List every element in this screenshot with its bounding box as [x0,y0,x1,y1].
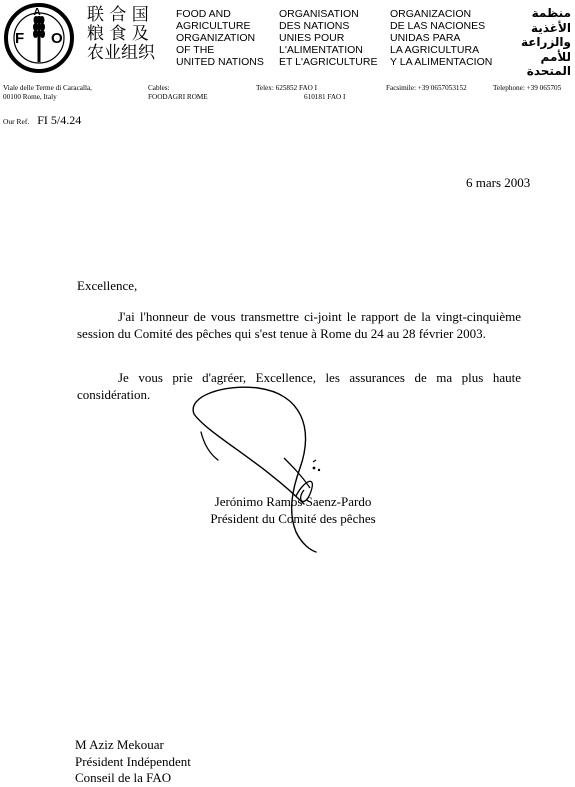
spanish-line: UNIDAS PARA [390,32,461,44]
handwritten-signature [192,384,352,554]
reference-line [3,111,81,129]
body-paragraph-1: J'ai l'honneur de vous transmettre ci-joint le rapport de la vingt-cinquième session du Comité des pêches qui s'est tenue à Rome du 24 au 28 février 2003. [77,309,521,341]
arabic-line: منظمة [531,6,571,20]
arabic-line: والزراعة [520,35,571,49]
french-line: UNIES POUR [279,32,345,44]
chinese-line: 联 合 国 [87,5,149,25]
signatory-title: Président du Comité des pêches [210,510,376,526]
telex-line: Telex: 625852 FAO I [256,84,318,92]
signatory-block [190,494,396,527]
wheat-ear-icon [33,16,45,62]
french-line: ORGANISATION [279,8,359,20]
facsimile-text: Facsimile: +39 0657053152 [386,84,467,92]
salutation: Excellence, [77,278,138,293]
cables-value: FOODAGRI ROME [148,93,208,101]
recipient-block [75,737,191,787]
recipient-name: M Aziz Mekouar [75,737,164,752]
body-paragraph-2: Je vous prie d'agréer, Excellence, les assurances de ma plus haute considération. [77,370,521,402]
org-name-arabic [501,6,571,79]
reference-value: FI 5/4.24 [37,113,82,127]
spanish-line: DE LAS NACIONES [390,20,486,32]
french-line: ET L'AGRICULTURE [279,56,378,68]
telephone-text: Telephone: +39 065705 [493,84,562,92]
english-line: UNITED NATIONS [176,56,264,68]
address-line: 00100 Rome, Italy [3,93,57,101]
svg-text:O: O [51,30,63,47]
org-name-spanish [390,8,492,68]
arabic-line: الأغذية [531,20,571,35]
telex-line: 610181 FAO I [304,93,346,101]
english-line: AGRICULTURE [176,20,251,32]
address-line: Viale delle Terme di Caracalla, [3,84,92,92]
org-name-chinese [87,6,155,63]
chinese-line: 粮 食 及 [87,24,149,44]
fao-emblem-logo [3,2,75,74]
recipient-organization: Conseil de la FAO [75,770,172,785]
letter-date: 6 mars 2003 [466,175,531,190]
french-line: L'ALIMENTATION [279,44,363,56]
address-block [3,84,92,102]
spanish-line: ORGANIZACION [390,8,472,20]
org-name-french [279,8,377,68]
cables-label: Cables: [148,84,170,92]
org-name-english [176,8,264,68]
english-line: FOOD AND [176,8,231,20]
spanish-line: LA AGRICULTURA [390,44,480,56]
recipient-title: Président Indépendent [75,753,191,769]
signatory-name: Jerónimo Ramos Saenz-Pardo [214,494,372,509]
svg-text:A: A [33,7,41,18]
english-line: ORGANIZATION [176,32,256,44]
arabic-line: المتحدة [526,64,571,78]
spanish-line: Y LA ALIMENTACION [390,56,493,68]
reference-label: Our Ref. [3,117,30,126]
telex-block [256,84,345,102]
svg-text:F: F [15,30,25,47]
arabic-line: للأمم [540,49,571,64]
chinese-line: 农业组织 [87,43,155,63]
cables-block [148,84,208,102]
french-line: DES NATIONS [279,20,350,32]
english-line: OF THE [176,44,215,56]
